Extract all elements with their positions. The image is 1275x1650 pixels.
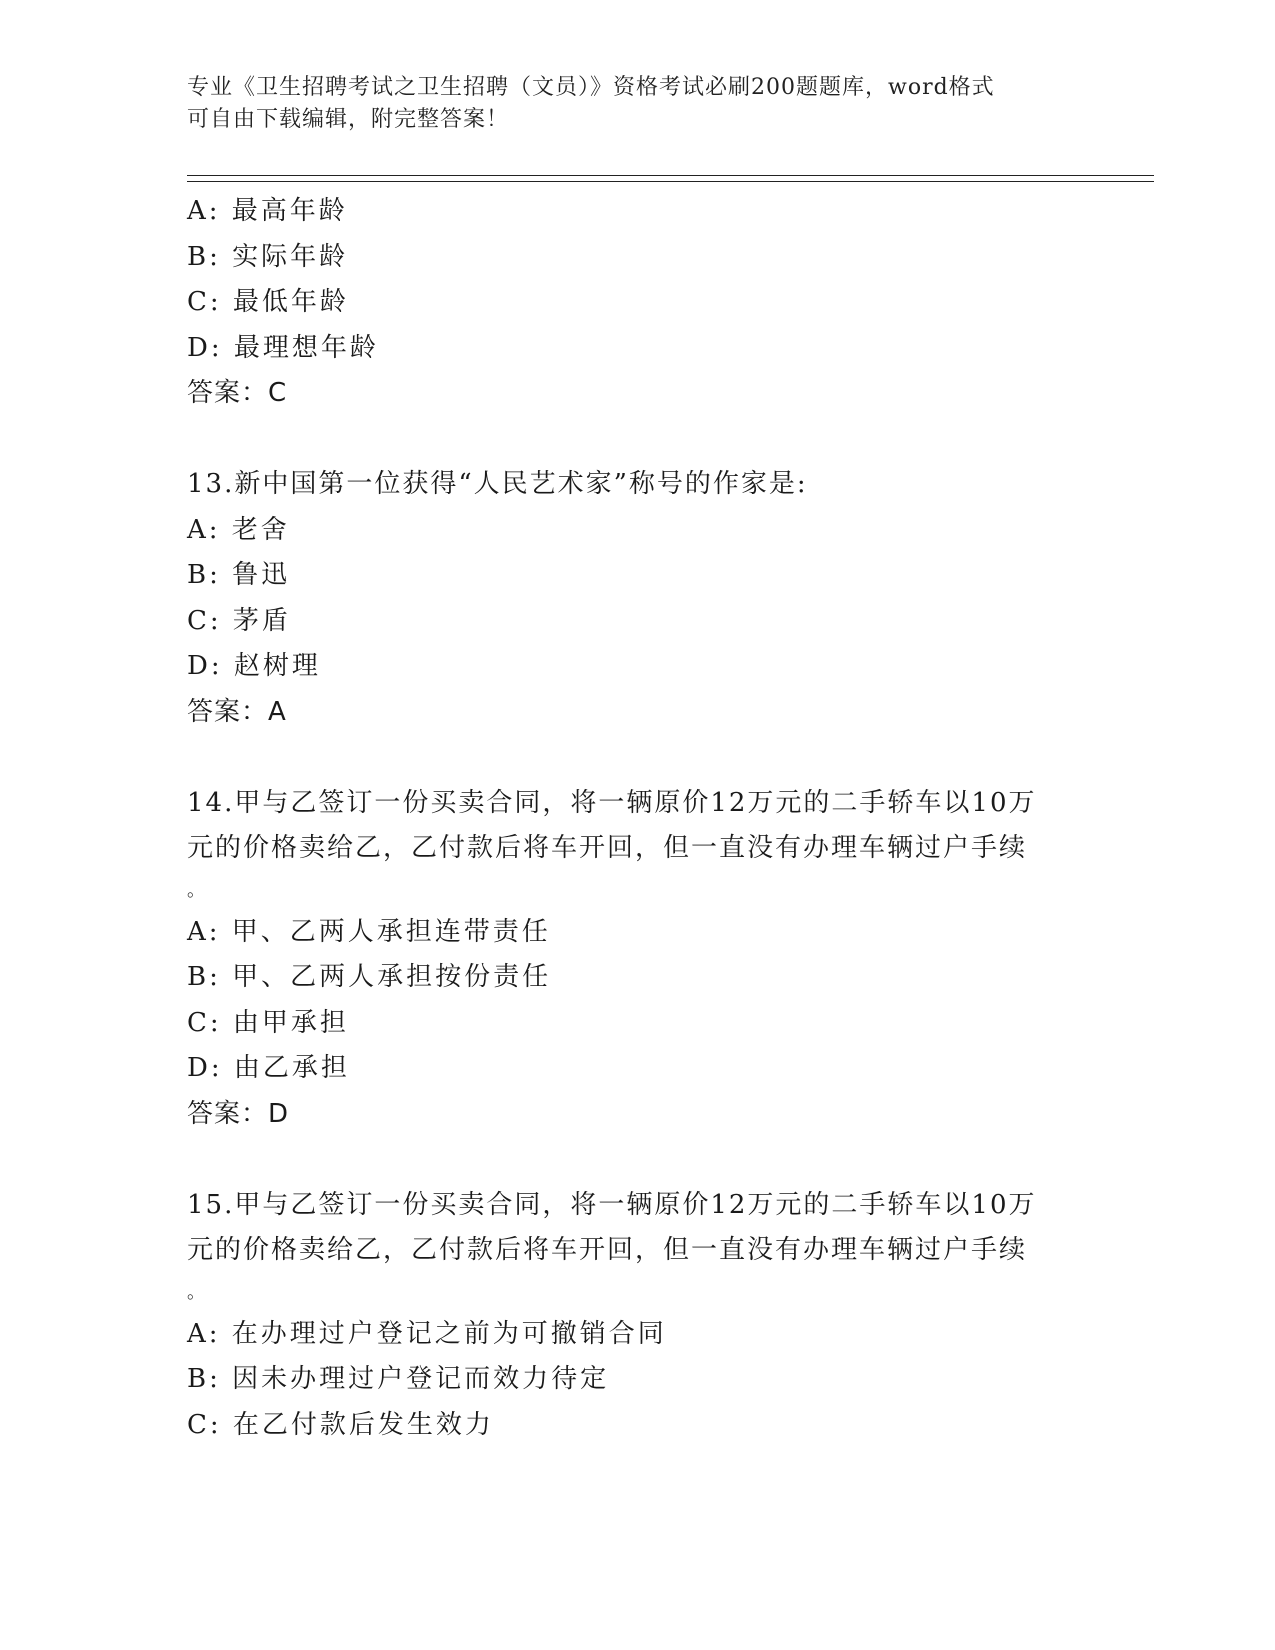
- option-a: A: 最高年龄: [187, 196, 348, 226]
- spacer: [187, 417, 1087, 463]
- document-header: [187, 72, 1067, 136]
- header-line-2: 可自由下载编辑，附完整答案！: [187, 107, 510, 132]
- question-text: 13.新中国第一位获得“人民艺术家”称号的作家是:: [187, 469, 808, 499]
- option-a: A: 在办理过户登记之前为可撤销合同: [187, 1318, 667, 1349]
- option-d: D: 赵树理: [187, 651, 321, 681]
- option-b: B: 实际年龄: [187, 241, 349, 272]
- spacer: [187, 1137, 1087, 1183]
- header-line-1: 专业《卫生招聘考试之卫生招聘（文员）》资格考试必刷200题题库，word格式: [187, 75, 995, 100]
- option-b: B: 鲁迅: [187, 560, 291, 590]
- option-c: C: 在乙付款后发生效力: [187, 1409, 494, 1440]
- option-c: C: 由甲承担: [187, 1007, 349, 1038]
- option-a: A: 甲、乙两人承担连带责任: [187, 916, 551, 947]
- question-13: [187, 462, 1087, 735]
- header-divider-top: [187, 175, 1154, 176]
- question-14: [187, 781, 1087, 1138]
- option-c: C: 最低年龄: [187, 287, 349, 317]
- question-text-line-2: 元的价格卖给乙，乙付款后将车开回，但一直没有办理车辆过户手续: [187, 1235, 1028, 1265]
- spacer: [187, 735, 1087, 781]
- answer: 答案：D: [187, 1098, 290, 1129]
- option-a: A: 老舍: [187, 514, 290, 545]
- header-divider-bottom: [187, 181, 1154, 182]
- option-d: D: 由乙承担: [187, 1053, 350, 1083]
- question-text-line-3: 。: [187, 1281, 208, 1303]
- question-12: [187, 189, 1087, 417]
- question-text-line-3: 。: [187, 879, 208, 901]
- option-d: D: 最理想年龄: [187, 332, 379, 363]
- option-b: B: 甲、乙两人承担按份责任: [187, 962, 552, 992]
- option-c: C: 茅盾: [187, 605, 291, 636]
- option-b: B: 因未办理过户登记而效力待定: [187, 1364, 610, 1394]
- question-15: [187, 1183, 1087, 1449]
- answer: 答案：C: [187, 378, 288, 408]
- question-text-line-1: 14.甲与乙签订一份买卖合同，将一辆原价12万元的二手轿车以10万: [187, 787, 1037, 818]
- question-list: [187, 189, 1087, 1448]
- question-text-line-1: 15.甲与乙签订一份买卖合同，将一辆原价12万元的二手轿车以10万: [187, 1189, 1037, 1220]
- question-text-line-2: 元的价格卖给乙，乙付款后将车开回，但一直没有办理车辆过户手续: [187, 833, 1028, 863]
- answer: 答案：A: [187, 696, 287, 727]
